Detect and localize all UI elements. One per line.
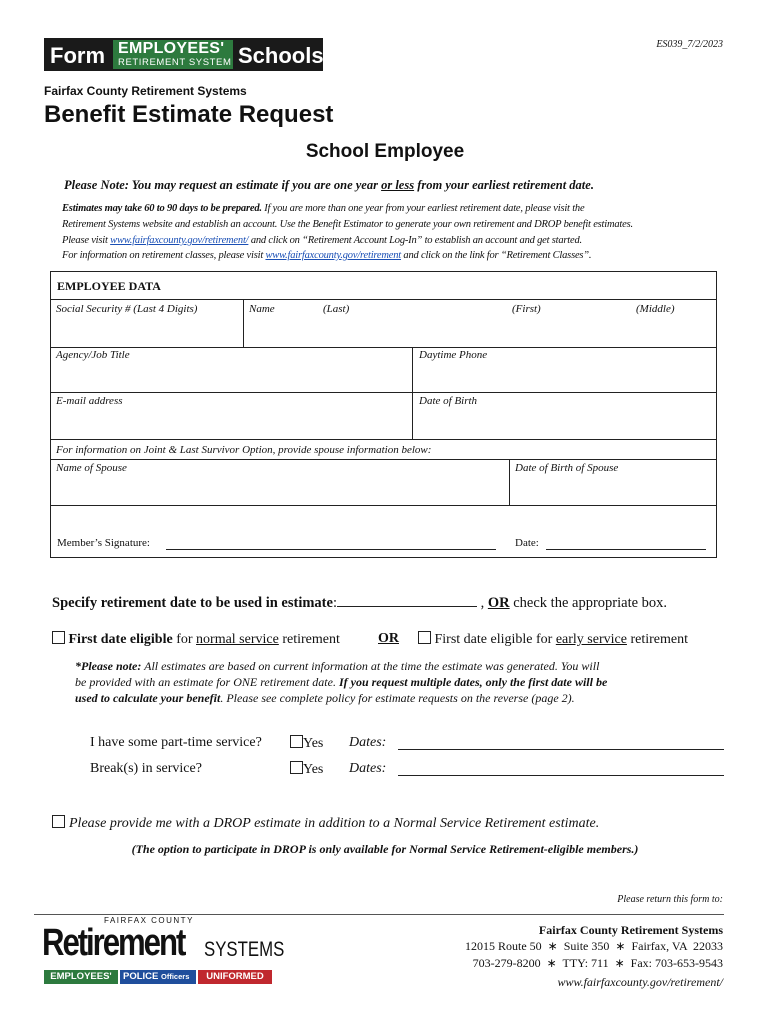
divider <box>50 505 717 506</box>
policy-note-text: . Please see complete policy for estimate requests on the reverse (page 2). <box>220 691 575 705</box>
logo-systems: SYSTEMS <box>204 938 285 961</box>
breaks-dates-field[interactable] <box>398 760 724 776</box>
policy-note-text: be provided with an estimate for ONE retirement date. <box>75 675 339 689</box>
parttime-yes <box>290 735 323 752</box>
opt1-mid: for <box>172 632 197 647</box>
signature-field[interactable] <box>166 535 496 550</box>
yes-label: Yes <box>303 736 324 751</box>
or-suffix: check the appropriate box. <box>509 595 668 611</box>
drop-note: (The option to participate in DROP is only available for Normal Service Retirement-eligible members.) <box>131 842 639 856</box>
yes-label: Yes <box>303 762 324 777</box>
specify-label: Specify retirement date to be used in estimate <box>52 595 333 611</box>
name-middle-label: (Middle) <box>636 303 675 315</box>
or-middle: OR <box>378 631 399 646</box>
agency-label: Agency/Job Title <box>56 349 130 361</box>
divider <box>50 439 717 440</box>
spouse-dob-label: Date of Birth of Spouse <box>515 462 619 474</box>
page-title: Benefit Estimate Request <box>44 101 334 128</box>
instructions-line-3 <box>62 235 582 246</box>
divider <box>50 347 717 348</box>
parttime-dates-field[interactable] <box>398 734 724 750</box>
badge-employees: EMPLOYEES' <box>118 40 225 57</box>
phone-label: Daytime Phone <box>419 349 488 361</box>
policy-note-bold: used to calculate your benefit <box>75 691 221 705</box>
policy-note-line-3 <box>75 690 607 706</box>
early-eligibility <box>418 631 688 648</box>
or-prefix: , <box>476 595 488 611</box>
note-text-pre: Please Note: You may request an estimate if you are one year <box>64 178 382 192</box>
breaks-label: Break(s) in service? <box>90 761 202 776</box>
divider <box>50 299 717 300</box>
instructions-line-1 <box>62 203 584 214</box>
instructions-bold: Estimates may take 60 to 90 days to be prepared. <box>62 203 262 214</box>
drop-request <box>52 815 599 832</box>
retirement-classes-link[interactable]: www.fairfaxcounty.gov/retirement <box>265 250 401 261</box>
instructions-text: If you are more than one year from your earliest retirement date, please visit the <box>261 203 585 214</box>
instructions-line-4 <box>62 250 591 261</box>
logo-officers-text: Officers <box>161 972 190 981</box>
signature-date-label: Date: <box>515 537 539 549</box>
early-service-checkbox[interactable] <box>418 631 431 644</box>
instructions-text: For information on retirement classes, please visit <box>62 250 266 261</box>
email-label: E-mail address <box>56 395 123 407</box>
opt2-pre: First date eligible for <box>434 632 556 647</box>
logo-uniformed: UNIFORMED <box>198 970 272 984</box>
name-label: Name <box>249 303 275 315</box>
policy-note-bold: *Please note: <box>75 659 142 673</box>
divider <box>243 299 244 347</box>
spouse-name-label: Name of Spouse <box>56 462 127 474</box>
logo-retirement: Retirement <box>42 922 185 964</box>
return-label: Please return this form to: <box>617 894 723 905</box>
normal-service-checkbox[interactable] <box>52 631 65 644</box>
breaks-yes <box>290 761 323 778</box>
ssn-label: Social Security # (Last 4 Digits) <box>56 303 198 315</box>
parttime-yes-checkbox[interactable] <box>290 735 303 748</box>
parttime-dates-label: Dates: <box>349 735 387 750</box>
spouse-info-label: For information on Joint & Last Survivor Option, provide spouse information below: <box>56 444 432 456</box>
policy-note-line-1 <box>75 658 607 674</box>
footer-address: 12015 Route 50 ∗ Suite 350 ∗ Fairfax, VA 22033 <box>465 939 723 953</box>
badge-form-label: Form <box>50 43 105 68</box>
badge-schools: Schools <box>238 43 324 68</box>
retirement-login-link[interactable]: www.fairfaxcounty.gov/retirement/ <box>110 235 249 246</box>
instructions-text: and click on “Retirement Account Log-In” to establish an account and get started. <box>248 235 582 246</box>
footer-org: Fairfax County Retirement Systems <box>538 923 723 937</box>
or-word: OR <box>487 595 510 611</box>
logo-police-text: POLICE <box>123 971 159 982</box>
divider <box>50 459 717 460</box>
drop-request-text: Please provide me with a DROP estimate in addition to a Normal Service Retirement estimate. <box>69 816 600 831</box>
badge-retirement-system: RETIREMENT SYSTEM <box>118 57 232 68</box>
opt1-underlined: normal service <box>196 632 279 647</box>
policy-note-bold: If you request multiple dates, only the first date will be <box>338 675 608 689</box>
logo-county: FAIRFAX COUNTY <box>104 916 194 925</box>
instructions-line-2: Retirement Systems website and establish an account. Use the Benefit Estimator to generate your own retirement and DROP benefit estimates. <box>62 219 633 230</box>
note-text-post: from your earliest retirement date. <box>414 178 594 192</box>
divider <box>50 392 717 393</box>
breaks-dates-label: Dates: <box>349 761 387 776</box>
please-note <box>64 178 594 193</box>
opt1-end: retirement <box>278 632 340 647</box>
specify-colon: : <box>332 595 337 611</box>
form-number: ES039_7/2/2023 <box>656 39 723 50</box>
name-last-label: (Last) <box>323 303 350 315</box>
footer-phones: 703-279-8200 ∗ TTY: 711 ∗ Fax: 703-653-9543 <box>472 956 723 970</box>
opt2-underlined: early service <box>555 632 627 647</box>
org-name: Fairfax County Retirement Systems <box>44 84 247 98</box>
logo-employees: EMPLOYEES' <box>44 970 118 984</box>
divider <box>509 459 510 505</box>
note-emph: or less <box>381 178 415 192</box>
eligibility-row <box>52 631 340 648</box>
employee-data-heading: EMPLOYEE DATA <box>57 279 161 293</box>
policy-note-text: All estimates are based on current information at the time the estimate was generated. You will <box>141 659 600 673</box>
signature-label: Member’s Signature: <box>57 537 150 549</box>
opt1-bold: First date eligible <box>68 632 173 647</box>
breaks-yes-checkbox[interactable] <box>290 761 303 774</box>
policy-note <box>75 658 607 706</box>
policy-note-line-2 <box>75 674 607 690</box>
instructions-text: and click on the link for “Retirement Classes”. <box>401 250 592 261</box>
signature-date-field[interactable] <box>546 535 706 550</box>
drop-checkbox[interactable] <box>52 815 65 828</box>
parttime-label: I have some part-time service? <box>90 735 262 750</box>
divider <box>412 347 413 439</box>
instructions-text: Please visit <box>62 235 111 246</box>
logo-police <box>120 970 196 984</box>
dob-label: Date of Birth <box>419 395 478 407</box>
retirement-date-field[interactable] <box>337 592 477 607</box>
footer-website[interactable]: www.fairfaxcounty.gov/retirement/ <box>557 975 723 989</box>
footer-divider <box>34 914 724 915</box>
page-subtitle: School Employee <box>305 141 465 162</box>
specify-retirement-row <box>52 592 667 612</box>
opt2-end: retirement <box>626 632 688 647</box>
name-first-label: (First) <box>512 303 541 315</box>
